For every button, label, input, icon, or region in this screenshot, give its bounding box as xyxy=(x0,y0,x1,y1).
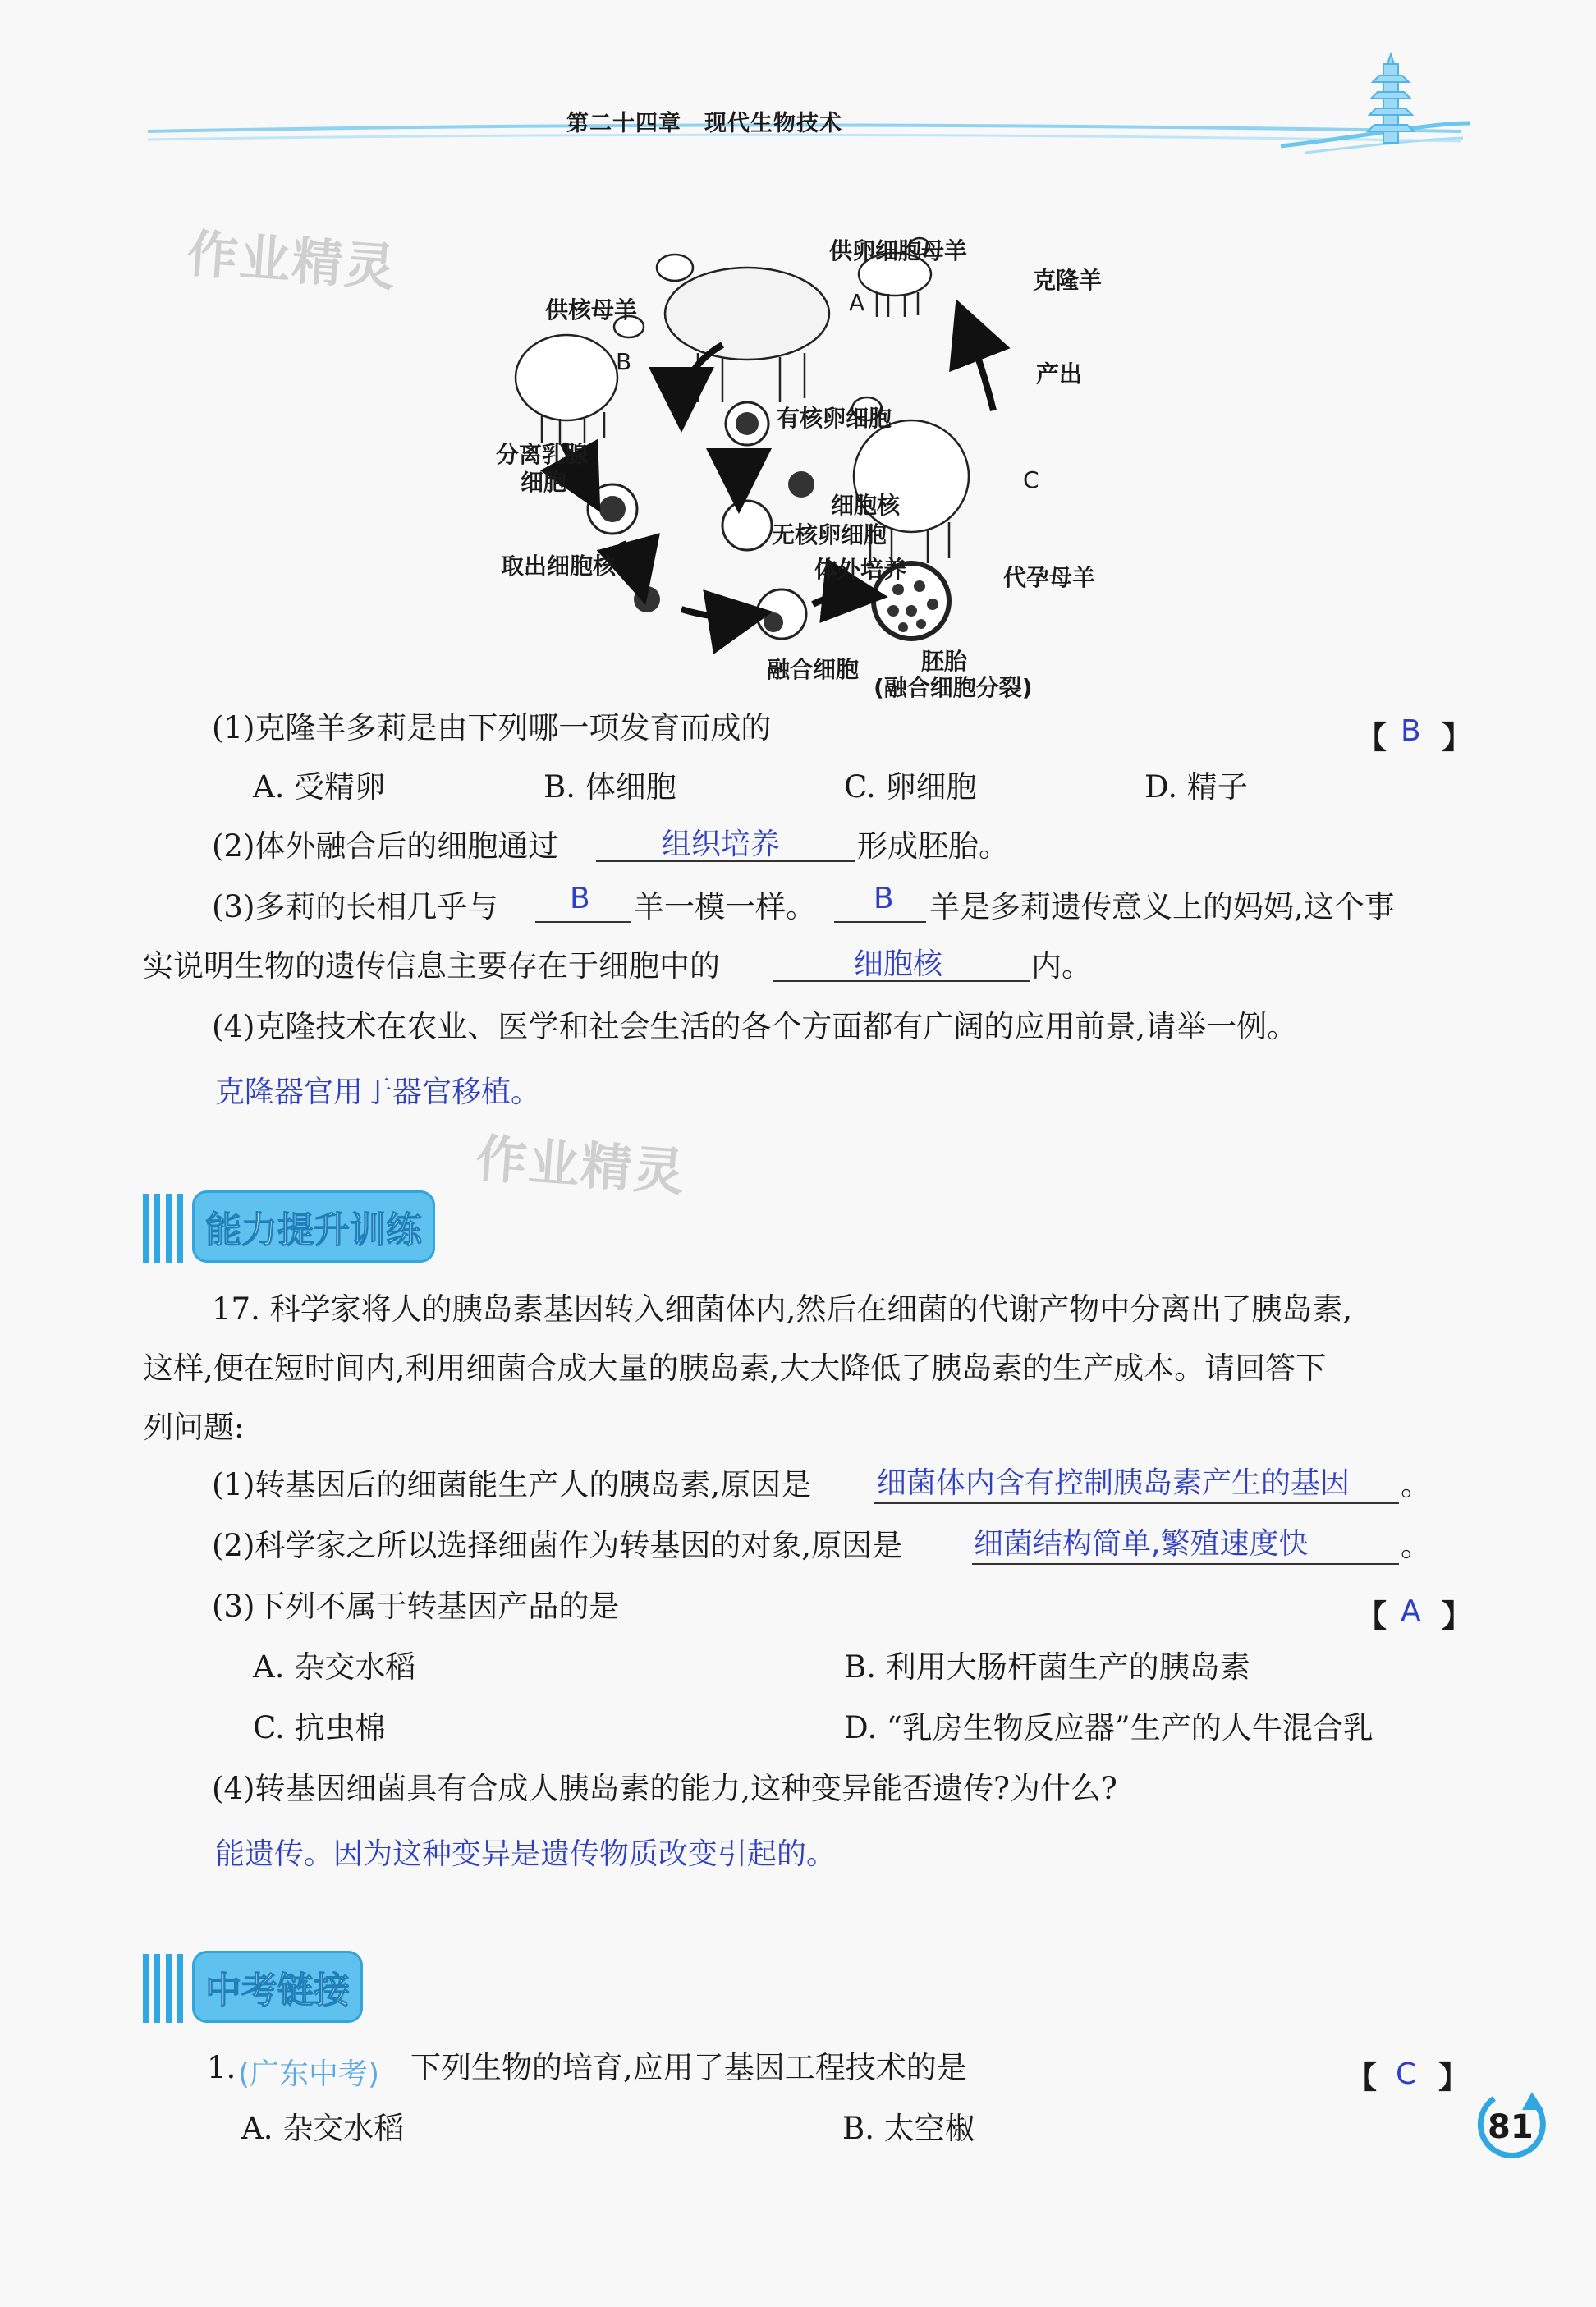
q3-answer-1: B xyxy=(570,882,590,915)
q17-sub1-period: 。 xyxy=(1401,1467,1431,1502)
label-cell: 细胞 xyxy=(521,469,567,496)
nucleated-egg-icon xyxy=(726,402,768,445)
nucleus-icon xyxy=(788,471,814,498)
label-nucleated-egg: 有核卵细胞 xyxy=(777,405,892,432)
q3-text-4: 实说明生物的遗传信息主要存在于细胞中的 xyxy=(143,948,720,984)
q1-answer: B xyxy=(1401,714,1421,748)
label-separate: 分离乳腺 xyxy=(496,441,589,468)
label-sheep-b: B xyxy=(616,348,632,375)
label-embryo-note: (融合细胞分裂) xyxy=(874,674,1033,701)
q3-blank-2 xyxy=(834,921,926,923)
q17-line-1: 17. 科学家将人的胰岛素基因转入细菌体内,然后在细菌的代谢产物中分离出了胰岛素, xyxy=(212,1291,1353,1327)
q1-option-b: B. 体细胞 xyxy=(543,769,676,805)
q17-sub2-blank xyxy=(972,1563,1399,1565)
fused-cell-icon xyxy=(757,589,806,639)
q3-text-1: (3)多莉的长相几乎与 xyxy=(212,889,498,924)
exam-q1-answer: C xyxy=(1396,2057,1417,2091)
banner-box xyxy=(192,1951,363,2023)
exam-q1-number: 1. xyxy=(207,2050,236,2085)
label-fused-cell: 融合细胞 xyxy=(767,656,860,683)
q2-text-after: 形成胚胎。 xyxy=(857,828,1009,864)
label-produce: 产出 xyxy=(1036,360,1083,388)
q1-option-c: C. 卵细胞 xyxy=(844,769,977,805)
cloning-diagram xyxy=(484,222,1125,701)
q17-line-2: 这样,便在短时间内,利用细菌合成大量的胰岛素,大大降低了胰岛素的生产成本。请回答下 xyxy=(143,1351,1327,1386)
q17-sub3-answer: A xyxy=(1401,1594,1421,1628)
exam-q1-bracket-open: 【 xyxy=(1346,2059,1377,2095)
q17-sub3-option-b: B. 利用大肠杆菌生产的胰岛素 xyxy=(844,1649,1250,1685)
chapter-title: 第二十四章 现代生物技术 xyxy=(566,111,842,136)
label-egg-donor: 供卵细胞母羊 xyxy=(829,237,968,264)
watermark: 作业精灵 xyxy=(185,223,399,298)
q1-option-a: A. 受精卵 xyxy=(253,769,386,805)
section-banner-exam xyxy=(143,1951,414,2026)
q17-sub4-stem: (4)转基因细菌具有合成人胰岛素的能力,这种变异能否遗传?为什么? xyxy=(212,1771,1117,1806)
exam-q1-option-a: A. 杂交水稻 xyxy=(241,2111,405,2146)
q17-sub4-answer: 能遗传。因为这种变异是遗传物质改变引起的。 xyxy=(215,1837,837,1871)
exam-q1-option-b: B. 太空椒 xyxy=(842,2111,975,2146)
q1-bracket-close: 】 xyxy=(1442,719,1472,755)
q3-text-3: 羊是多莉遗传意义上的妈妈,这个事 xyxy=(929,889,1395,924)
exam-q1-source: (广东中考) xyxy=(238,2057,380,2091)
q17-sub1-text: (1)转基因后的细菌能生产人的胰岛素,原因是 xyxy=(212,1467,812,1502)
label-clone: 克隆羊 xyxy=(1033,267,1103,294)
q3-answer-2: B xyxy=(874,882,894,915)
q17-sub3-option-d: D. “乳房生物反应器”生产的人牛混合乳 xyxy=(844,1710,1374,1745)
q17-sub2-period: 。 xyxy=(1401,1528,1431,1563)
label-culture: 体外培养 xyxy=(814,556,907,583)
q3-text-2: 羊一模一样。 xyxy=(634,889,816,924)
q1-stem: (1)克隆羊多莉是由下列哪一项发育而成的 xyxy=(212,710,772,745)
sheep-b-icon xyxy=(516,316,644,445)
section-title: 能力提升训练 xyxy=(205,1209,422,1251)
page-number-badge xyxy=(1473,2084,1555,2166)
page-number: 81 xyxy=(1488,2108,1534,2146)
q3-text-5: 内。 xyxy=(1031,948,1092,984)
q2-answer: 组织培养 xyxy=(662,828,781,861)
q3-answer-3: 细胞核 xyxy=(854,947,943,981)
label-embryo: 胚胎 xyxy=(921,648,968,675)
banner-bars-icon xyxy=(143,1194,189,1263)
section-banner-ability xyxy=(143,1190,521,1266)
q17-sub3-bracket-close: 】 xyxy=(1442,1598,1472,1634)
q17-sub1-answer: 细菌体内含有控制胰岛素产生的基因 xyxy=(877,1466,1351,1500)
q17-sub2-answer: 细菌结构简单,繁殖速度快 xyxy=(974,1527,1309,1561)
q17-sub3-option-a: A. 杂交水稻 xyxy=(253,1649,416,1685)
exam-q1-stem: 下列生物的培育,应用了基因工程技术的是 xyxy=(410,2050,967,2085)
extracted-nucleus-icon xyxy=(634,586,660,612)
exam-q1-bracket-close: 】 xyxy=(1438,2059,1469,2095)
q17-sub1-blank xyxy=(874,1502,1399,1504)
mammary-cell-icon xyxy=(588,484,637,534)
banner-bars-icon xyxy=(143,1954,189,2023)
label-sheep-a: A xyxy=(849,289,865,316)
label-enucleated-egg: 无核卵细胞 xyxy=(772,521,887,548)
q4-answer: 克隆器官用于器官移植。 xyxy=(215,1076,541,1109)
q17-sub3-option-c: C. 抗虫棉 xyxy=(253,1710,386,1745)
q3-blank-1 xyxy=(535,921,631,923)
watermark: 作业精灵 xyxy=(474,1128,688,1203)
label-nucleus-donor: 供核母羊 xyxy=(545,296,638,323)
label-surrogate: 代孕母羊 xyxy=(1003,564,1096,591)
page-header-decoration xyxy=(0,0,1596,164)
label-nucleus: 细胞核 xyxy=(831,492,901,519)
q17-line-3: 列问题: xyxy=(143,1410,245,1445)
q1-bracket-open: 【 xyxy=(1356,719,1387,755)
banner-box xyxy=(192,1190,435,1263)
sheep-a-icon xyxy=(657,255,829,402)
pagoda-icon xyxy=(1368,54,1414,143)
q4-stem: (4)克隆技术在农业、医学和社会生活的各个方面都有广阔的应用前景,请举一例。 xyxy=(212,1009,1298,1044)
q2-text-before: (2)体外融合后的细胞通过 xyxy=(212,828,559,864)
q17-sub2-text: (2)科学家之所以选择细菌作为转基因的对象,原因是 xyxy=(212,1528,903,1563)
section-title: 中考链接 xyxy=(205,1970,350,2011)
q17-sub3-bracket-open: 【 xyxy=(1356,1598,1387,1634)
q17-sub3-stem: (3)下列不属于转基因产品的是 xyxy=(212,1589,620,1624)
label-take-nucleus: 取出细胞核 xyxy=(501,553,617,580)
q1-option-d: D. 精子 xyxy=(1144,769,1248,805)
enucleated-egg-icon xyxy=(722,501,772,550)
label-sheep-c: C xyxy=(1023,466,1039,493)
